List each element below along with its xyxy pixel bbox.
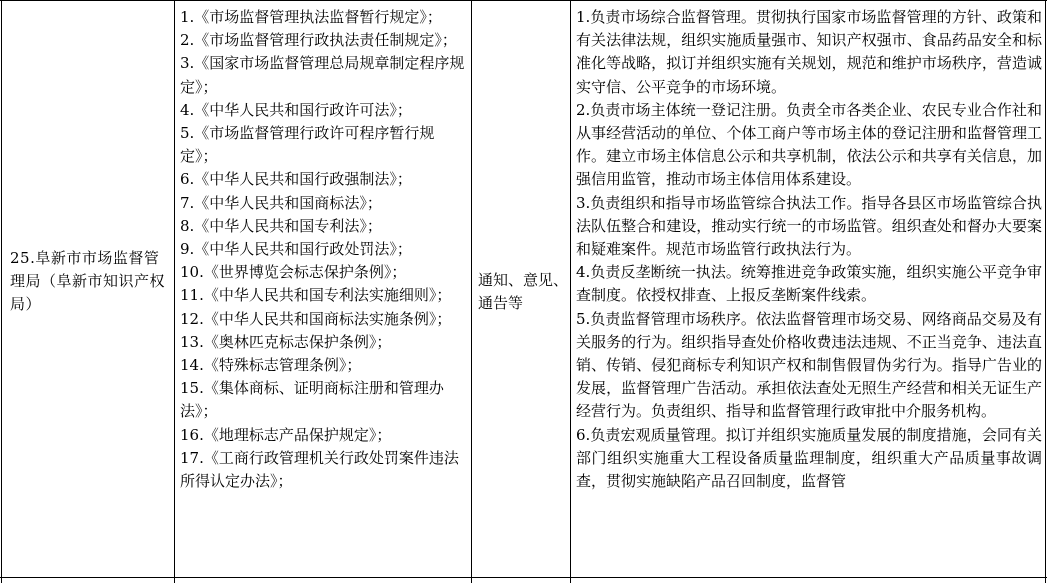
law-item: 13.《奥林匹克标志保护条例》； bbox=[180, 332, 392, 351]
law-item: 17.《工商行政管理机关行政处罚案件违法所得认定办法》； bbox=[180, 448, 459, 491]
law-item: 3.《国家市场监督管理总局规章制定程序规定》； bbox=[180, 54, 465, 96]
duty-item: 6.负责宏观质量管理。拟订并组织实施质量发展的制度措施，会同有关部门组织实施重大工程设备质量监理制度，组织重大产品质量事故调查，贯彻实施缺陷产品召回制度，监督管 bbox=[576, 425, 1042, 491]
law-item: 1.《市场监督管理执法监督暂行规定》； bbox=[180, 8, 442, 26]
department-cell: 25.阜新市市场监督管理局（阜新市知识产权局） bbox=[10, 249, 166, 314]
law-item: 11.《中华人民共和国专利法实施细则》； bbox=[180, 286, 452, 305]
law-item: 15.《集体商标、证明商标注册和管理办法》； bbox=[180, 379, 444, 421]
law-item: 10.《世界博览会标志保护条例》； bbox=[180, 263, 407, 282]
duty-item: 1.负责市场综合监督管理。贯彻执行国家市场监督管理的方针、政策和有关法律法规，组织实施质量强市、知识产权强市、食品药品安全和标准化等战略，拟订并组织实施有关规划，规范和维护市场秩序，营造诚实守信、公平竞争的市场环境。 bbox=[576, 8, 1042, 96]
law-item: 9.《中华人民共和国行政处罚法》； bbox=[180, 240, 412, 259]
laws-cell bbox=[180, 6, 470, 493]
column-border bbox=[174, 0, 175, 583]
duty-item: 4.负责反垄断统一执法。统筹推进竞争政策实施，组织实施公平竞争审查制度。依授权排查、上报反垄断案件线索。 bbox=[576, 263, 1042, 305]
column-border bbox=[1045, 0, 1046, 583]
duty-item: 3.负责组织和指导市场监管综合执法工作。指导各县区市场监管综合执法队伍整合和建设，推动实行统一的市场监管。组织查处和督办大要案和疑难案件。规范市场监管行政执法行为。 bbox=[576, 193, 1042, 259]
duty-item: 5.负责监督管理市场秩序。依法监督管理市场交易、网络商品交易及有关服务的行为。组织指导查处价格收费违法违规、不正当竞争、违法直销、传销、侵犯商标专利知识产权和制售假冒伪劣行为。指导广告业的发展，监督管理广告活动。承担依法查处无照生产经营和相关无证生产经营行为。负责组织、指导和监督管理行政审批中介服务机构。 bbox=[576, 309, 1042, 421]
duty-item: 2.负责市场主体统一登记注册。负责全市各类企业、农民专业合作社和从事经营活动的单位、个体工商户等市场主体的登记注册和监督管理工作。建立市场主体信息公示和共享机制，依法公示和共享有关信息，加强信用监管，推动市场主体信用体系建设。 bbox=[576, 100, 1042, 189]
table-border-bottom bbox=[0, 577, 1047, 578]
law-item: 5.《市场监督管理行政许可程序暂行规定》； bbox=[180, 124, 435, 166]
column-border bbox=[1, 0, 2, 583]
law-item: 8.《中华人民共和国专利法》； bbox=[180, 216, 382, 235]
doc-types-cell: 通知、意见、通告等 bbox=[478, 271, 569, 313]
law-item: 2.《市场监督管理行政执法责任制规定》； bbox=[180, 31, 457, 50]
law-item: 14.《特殊标志管理条例》； bbox=[180, 356, 362, 375]
table-border-top bbox=[0, 0, 1047, 1]
law-item: 16.《地理标志产品保护规定》； bbox=[180, 425, 392, 444]
duties-cell bbox=[576, 6, 1042, 493]
law-item: 12.《中华人民共和国商标法实施条例》； bbox=[180, 309, 452, 328]
law-item: 4.《中华人民共和国行政许可法》； bbox=[180, 100, 412, 119]
column-border bbox=[570, 0, 571, 583]
column-border bbox=[471, 0, 472, 583]
law-item: 6.《中华人民共和国行政强制法》； bbox=[180, 170, 412, 189]
law-item: 7.《中华人民共和国商标法》； bbox=[180, 193, 382, 212]
